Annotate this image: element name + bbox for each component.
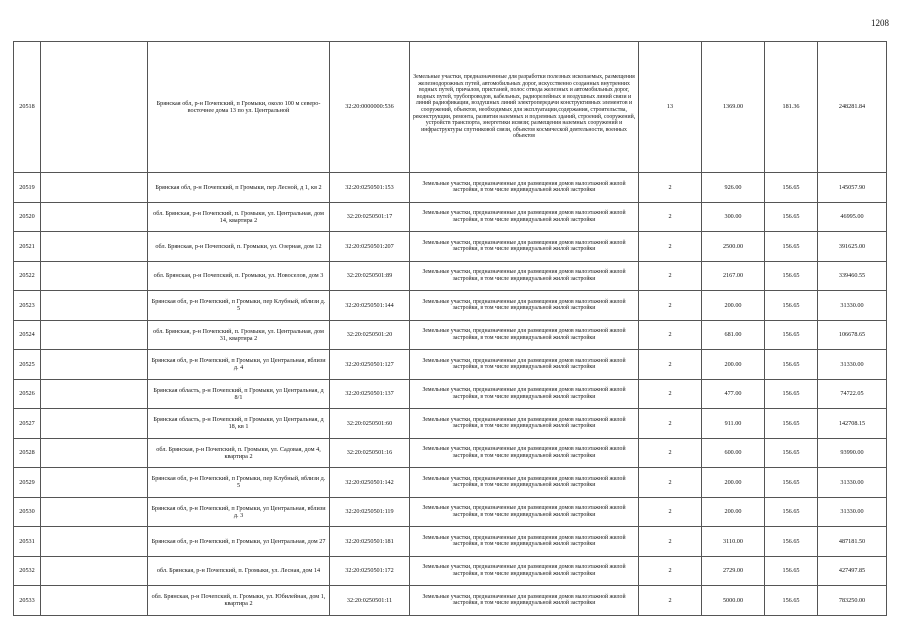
row-id-cell: 20520 bbox=[14, 202, 41, 232]
cadastral-value-cell: 31330.00 bbox=[818, 497, 887, 527]
address-cell: Брянская обл, р-н Почепский, п Громыки, пер Клубный, вблизи д. 5 bbox=[148, 291, 330, 321]
area-cell: 200.00 bbox=[702, 291, 765, 321]
empty-cell bbox=[41, 379, 148, 409]
specific-value-cell: 156.65 bbox=[765, 320, 818, 350]
cadastral-value-cell: 427497.85 bbox=[818, 556, 887, 586]
table-row bbox=[14, 438, 887, 468]
table-row bbox=[14, 379, 887, 409]
empty-cell bbox=[41, 173, 148, 203]
address-cell: обл. Брянская, р-н Почепский, п. Громыки, ул. Садовая, дом 4, квартира 2 bbox=[148, 438, 330, 468]
row-id-cell: 20518 bbox=[14, 42, 41, 173]
land-use-description-cell: Земельные участки, предназначенные для размещения домов малоэтажной жилой застройки, в том числе индивидуальной жилой застройки bbox=[410, 586, 639, 616]
group-number-cell: 2 bbox=[639, 556, 702, 586]
empty-cell bbox=[41, 42, 148, 173]
land-use-description-cell: Земельные участки, предназначенные для размещения домов малоэтажной жилой застройки, в том числе индивидуальной жилой застройки bbox=[410, 232, 639, 262]
table-row bbox=[14, 232, 887, 262]
cadastral-number-cell: 32:20:0250501:20 bbox=[330, 320, 410, 350]
address-cell: Брянская обл, р-н Почепский, п Громыки, пер Клубный, вблизи д. 5 bbox=[148, 468, 330, 498]
row-id-cell: 20528 bbox=[14, 438, 41, 468]
group-number-cell: 2 bbox=[639, 173, 702, 203]
group-number-cell: 2 bbox=[639, 527, 702, 557]
cadastral-value-cell: 248281.84 bbox=[818, 42, 887, 173]
land-use-description-cell: Земельные участки, предназначенные для размещения домов малоэтажной жилой застройки, в том числе индивидуальной жилой застройки bbox=[410, 261, 639, 291]
cadastral-number-cell: 32:20:0250501:144 bbox=[330, 291, 410, 321]
group-number-cell: 2 bbox=[639, 586, 702, 616]
specific-value-cell: 156.65 bbox=[765, 556, 818, 586]
address-cell: Брянская обл, р-н Почепский, п Громыки, около 100 м северо-восточнее дома 13 по ул. Центральной bbox=[148, 42, 330, 173]
specific-value-cell: 156.65 bbox=[765, 586, 818, 616]
row-id-cell: 20532 bbox=[14, 556, 41, 586]
cadastral-number-cell: 32:20:0250501:181 bbox=[330, 527, 410, 557]
empty-cell bbox=[41, 232, 148, 262]
empty-cell bbox=[41, 497, 148, 527]
group-number-cell: 2 bbox=[639, 350, 702, 380]
cadastral-number-cell: 32:20:0250501:127 bbox=[330, 350, 410, 380]
table-row bbox=[14, 291, 887, 321]
cadastral-number-cell: 32:20:0250501:16 bbox=[330, 438, 410, 468]
empty-cell bbox=[41, 527, 148, 557]
area-cell: 477.00 bbox=[702, 379, 765, 409]
table-row bbox=[14, 350, 887, 380]
specific-value-cell: 181.36 bbox=[765, 42, 818, 173]
specific-value-cell: 156.65 bbox=[765, 497, 818, 527]
address-cell: обл. Брянская, р-н Почепский, п. Громыки, ул. Центральная, дом 14, квартира 2 bbox=[148, 202, 330, 232]
table-row bbox=[14, 42, 887, 173]
row-id-cell: 20521 bbox=[14, 232, 41, 262]
cadastral-number-cell: 32:20:0250501:60 bbox=[330, 409, 410, 439]
group-number-cell: 2 bbox=[639, 409, 702, 439]
table-row bbox=[14, 468, 887, 498]
specific-value-cell: 156.65 bbox=[765, 350, 818, 380]
row-id-cell: 20522 bbox=[14, 261, 41, 291]
table-body bbox=[14, 42, 887, 616]
land-use-description-cell: Земельные участки, предназначенные для размещения домов малоэтажной жилой застройки, в том числе индивидуальной жилой застройки bbox=[410, 497, 639, 527]
table-row bbox=[14, 586, 887, 616]
land-use-description-cell: Земельные участки, предназначенные для размещения домов малоэтажной жилой застройки, в том числе индивидуальной жилой застройки bbox=[410, 409, 639, 439]
row-id-cell: 20527 bbox=[14, 409, 41, 439]
address-cell: обл. Брянская, р-н Почепский, п. Громыки, ул. Лесная, дом 14 bbox=[148, 556, 330, 586]
table-row bbox=[14, 320, 887, 350]
cadastral-value-cell: 74722.05 bbox=[818, 379, 887, 409]
area-cell: 911.00 bbox=[702, 409, 765, 439]
group-number-cell: 13 bbox=[639, 42, 702, 173]
area-cell: 200.00 bbox=[702, 497, 765, 527]
cadastral-number-cell: 32:20:0250501:89 bbox=[330, 261, 410, 291]
empty-cell bbox=[41, 320, 148, 350]
group-number-cell: 2 bbox=[639, 202, 702, 232]
table-row bbox=[14, 173, 887, 203]
specific-value-cell: 156.65 bbox=[765, 173, 818, 203]
empty-cell bbox=[41, 438, 148, 468]
cadastral-value-cell: 391625.00 bbox=[818, 232, 887, 262]
address-cell: Брянская обл, р-н Почепский, п Громыки, пер Лесной, д 1, кв 2 bbox=[148, 173, 330, 203]
cadastral-value-cell: 106678.65 bbox=[818, 320, 887, 350]
row-id-cell: 20526 bbox=[14, 379, 41, 409]
land-use-description-cell: Земельные участки, предназначенные для разработки полезных ископаемых, размещения железнодорожных путей, автомобильных дорог, искусственно созданных внутренних водных путей, причалов, пристаней, полос отвода железных и автомобильных дорог, водных путей, трубопроводов, кабельных, радиорелейных и воздушных линий связи и линий радиофикации, воздушных линий электропередачи конструктивных элементов и сооружений, объектов, необходимых для эксплуатации,содержания, строительства, реконструкции, ремонта, развития наземных и подземных зданий, строений, сооружений, устройств транспорта, энергетики исвязи; размещения наземных сооружений и инфраструктуры спутниковой связи, объектов космической деятельности, военных объектов bbox=[410, 42, 639, 173]
empty-cell bbox=[41, 468, 148, 498]
cadastral-value-cell: 93990.00 bbox=[818, 438, 887, 468]
area-cell: 1369.00 bbox=[702, 42, 765, 173]
land-use-description-cell: Земельные участки, предназначенные для размещения домов малоэтажной жилой застройки, в том числе индивидуальной жилой застройки bbox=[410, 202, 639, 232]
cadastral-number-cell: 32:20:0250501:137 bbox=[330, 379, 410, 409]
cadastral-value-table bbox=[13, 41, 887, 616]
area-cell: 2729.00 bbox=[702, 556, 765, 586]
area-cell: 2167.00 bbox=[702, 261, 765, 291]
land-use-description-cell: Земельные участки, предназначенные для размещения домов малоэтажной жилой застройки, в том числе индивидуальной жилой застройки bbox=[410, 291, 639, 321]
address-cell: обл. Брянская, р-н Почепский, п. Громыки, ул. Центральная, дом 31, квартира 2 bbox=[148, 320, 330, 350]
cadastral-number-cell: 32:20:0250501:172 bbox=[330, 556, 410, 586]
area-cell: 2500.00 bbox=[702, 232, 765, 262]
group-number-cell: 2 bbox=[639, 261, 702, 291]
cadastral-number-cell: 32:20:0000000:536 bbox=[330, 42, 410, 173]
area-cell: 600.00 bbox=[702, 438, 765, 468]
cadastral-value-cell: 31330.00 bbox=[818, 291, 887, 321]
area-cell: 5000.00 bbox=[702, 586, 765, 616]
page-number: 1208 bbox=[871, 18, 889, 28]
land-use-description-cell: Земельные участки, предназначенные для размещения домов малоэтажной жилой застройки, в том числе индивидуальной жилой застройки bbox=[410, 438, 639, 468]
area-cell: 926.00 bbox=[702, 173, 765, 203]
empty-cell bbox=[41, 261, 148, 291]
cadastral-number-cell: 32:20:0250501:207 bbox=[330, 232, 410, 262]
cadastral-value-cell: 142708.15 bbox=[818, 409, 887, 439]
specific-value-cell: 156.65 bbox=[765, 468, 818, 498]
empty-cell bbox=[41, 409, 148, 439]
cadastral-value-cell: 145057.90 bbox=[818, 173, 887, 203]
cadastral-number-cell: 32:20:0250501:153 bbox=[330, 173, 410, 203]
cadastral-number-cell: 32:20:0250501:11 bbox=[330, 586, 410, 616]
specific-value-cell: 156.65 bbox=[765, 527, 818, 557]
address-cell: Брянская обл, р-н Почепский, п Громыки, ул Центральная, вблизи д. 3 bbox=[148, 497, 330, 527]
specific-value-cell: 156.65 bbox=[765, 379, 818, 409]
area-cell: 3110.00 bbox=[702, 527, 765, 557]
row-id-cell: 20523 bbox=[14, 291, 41, 321]
table-row bbox=[14, 556, 887, 586]
cadastral-value-cell: 31330.00 bbox=[818, 350, 887, 380]
table-row bbox=[14, 202, 887, 232]
group-number-cell: 2 bbox=[639, 320, 702, 350]
group-number-cell: 2 bbox=[639, 291, 702, 321]
row-id-cell: 20531 bbox=[14, 527, 41, 557]
specific-value-cell: 156.65 bbox=[765, 438, 818, 468]
cadastral-number-cell: 32:20:0250501:17 bbox=[330, 202, 410, 232]
row-id-cell: 20525 bbox=[14, 350, 41, 380]
cadastral-value-cell: 783250.00 bbox=[818, 586, 887, 616]
table-row bbox=[14, 497, 887, 527]
address-cell: обл. Брянская, р-н Почепский, п. Громыки, ул. Озерная, дом 12 bbox=[148, 232, 330, 262]
table-row bbox=[14, 261, 887, 291]
table-row bbox=[14, 409, 887, 439]
group-number-cell: 2 bbox=[639, 438, 702, 468]
cadastral-number-cell: 32:20:0250501:142 bbox=[330, 468, 410, 498]
address-cell: Брянская обл, р-н Почепский, п Громыки, ул Центральная, вблизи д. 4 bbox=[148, 350, 330, 380]
address-cell: обл. Брянская, р-н Почепский, п. Громыки, ул. Юбилейная, дом 1, квартира 2 bbox=[148, 586, 330, 616]
area-cell: 200.00 bbox=[702, 468, 765, 498]
group-number-cell: 2 bbox=[639, 232, 702, 262]
empty-cell bbox=[41, 291, 148, 321]
table-row bbox=[14, 527, 887, 557]
row-id-cell: 20529 bbox=[14, 468, 41, 498]
land-use-description-cell: Земельные участки, предназначенные для размещения домов малоэтажной жилой застройки, в том числе индивидуальной жилой застройки bbox=[410, 379, 639, 409]
address-cell: Брянская область, р-н Почепский, п Громыки, ул Центральная, д 8/1 bbox=[148, 379, 330, 409]
land-use-description-cell: Земельные участки, предназначенные для размещения домов малоэтажной жилой застройки, в том числе индивидуальной жилой застройки bbox=[410, 173, 639, 203]
address-cell: обл. Брянская, р-н Почепский, п. Громыки, ул. Новоселов, дом 3 bbox=[148, 261, 330, 291]
row-id-cell: 20524 bbox=[14, 320, 41, 350]
row-id-cell: 20533 bbox=[14, 586, 41, 616]
land-use-description-cell: Земельные участки, предназначенные для размещения домов малоэтажной жилой застройки, в том числе индивидуальной жилой застройки bbox=[410, 468, 639, 498]
land-use-description-cell: Земельные участки, предназначенные для размещения домов малоэтажной жилой застройки, в том числе индивидуальной жилой застройки bbox=[410, 556, 639, 586]
specific-value-cell: 156.65 bbox=[765, 261, 818, 291]
cadastral-value-cell: 339460.55 bbox=[818, 261, 887, 291]
cadastral-value-cell: 31330.00 bbox=[818, 468, 887, 498]
group-number-cell: 2 bbox=[639, 468, 702, 498]
cadastral-number-cell: 32:20:0250501:119 bbox=[330, 497, 410, 527]
specific-value-cell: 156.65 bbox=[765, 202, 818, 232]
address-cell: Брянская область, р-н Почепский, п Громыки, ул Центральная, д 18, кв 1 bbox=[148, 409, 330, 439]
row-id-cell: 20530 bbox=[14, 497, 41, 527]
address-cell: Брянская обл, р-н Почепский, п Громыки, ул Центральная, дом 27 bbox=[148, 527, 330, 557]
empty-cell bbox=[41, 350, 148, 380]
cadastral-value-cell: 487181.50 bbox=[818, 527, 887, 557]
empty-cell bbox=[41, 586, 148, 616]
specific-value-cell: 156.65 bbox=[765, 291, 818, 321]
land-use-description-cell: Земельные участки, предназначенные для размещения домов малоэтажной жилой застройки, в том числе индивидуальной жилой застройки bbox=[410, 350, 639, 380]
area-cell: 300.00 bbox=[702, 202, 765, 232]
row-id-cell: 20519 bbox=[14, 173, 41, 203]
specific-value-cell: 156.65 bbox=[765, 409, 818, 439]
land-use-description-cell: Земельные участки, предназначенные для размещения домов малоэтажной жилой застройки, в том числе индивидуальной жилой застройки bbox=[410, 320, 639, 350]
area-cell: 681.00 bbox=[702, 320, 765, 350]
area-cell: 200.00 bbox=[702, 350, 765, 380]
group-number-cell: 2 bbox=[639, 497, 702, 527]
empty-cell bbox=[41, 202, 148, 232]
land-use-description-cell: Земельные участки, предназначенные для размещения домов малоэтажной жилой застройки, в том числе индивидуальной жилой застройки bbox=[410, 527, 639, 557]
specific-value-cell: 156.65 bbox=[765, 232, 818, 262]
empty-cell bbox=[41, 556, 148, 586]
cadastral-value-cell: 46995.00 bbox=[818, 202, 887, 232]
group-number-cell: 2 bbox=[639, 379, 702, 409]
